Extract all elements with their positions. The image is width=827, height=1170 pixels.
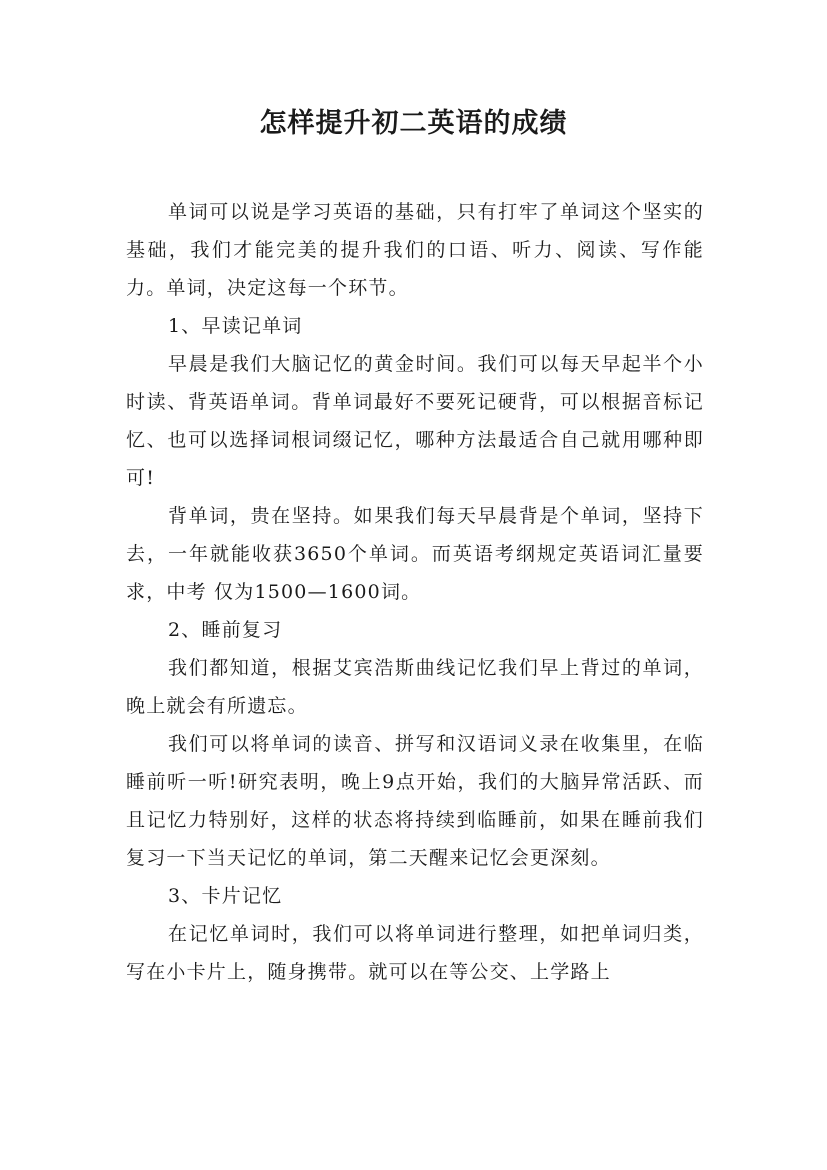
paragraph-card-memory: 在记忆单词时，我们可以将单词进行整理，如把单词归类，写在小卡片上，随身携带。就可以在等公交、上学路上: [126, 923, 704, 983]
document-title: 怎样提升初二英语的成绩: [259, 108, 568, 139]
heading-bedtime-review: 2、睡前复习: [168, 619, 283, 641]
paragraph-intro: 单词可以说是学习英语的基础，只有打牢了单词这个坚实的基础，我们才能完美的提升我们的口语、听力、阅读、写作能力。单词，决定这每一个环节。: [126, 201, 704, 299]
document-body: [126, 193, 704, 991]
heading-card-memory: 3、卡片记忆: [168, 885, 283, 907]
paragraph-bedtime-listening: 我们可以将单词的读音、拼写和汉语词义录在收集里，在临睡前听一听!研究表明，晚上9点开始，我们的大脑异常活跃、而且记忆力特别好，这样的状态将持续到临睡前，如果在睡前我们复习一下当天记忆的单词，第二天醒来记忆会更深刻。: [126, 733, 704, 869]
paragraph-persistence: 背单词，贵在坚持。如果我们每天早晨背是个单词，坚持下去，一年就能收获3650个单词。而英语考纲规定英语词汇量要求，中考 仅为1500—1600词。: [126, 505, 704, 603]
paragraph-morning-memory: 早晨是我们大脑记忆的黄金时间。我们可以每天早起半个小时读、背英语单词。背单词最好不要死记硬背，可以根据音标记忆、也可以选择词根词缀记忆，哪种方法最适合自己就用哪种即可!: [126, 353, 704, 489]
heading-morning-reading: 1、早读记单词: [168, 315, 303, 337]
paragraph-forgetting-curve: 我们都知道，根据艾宾浩斯曲线记忆我们早上背过的单词，晚上就会有所遗忘。: [126, 657, 704, 717]
